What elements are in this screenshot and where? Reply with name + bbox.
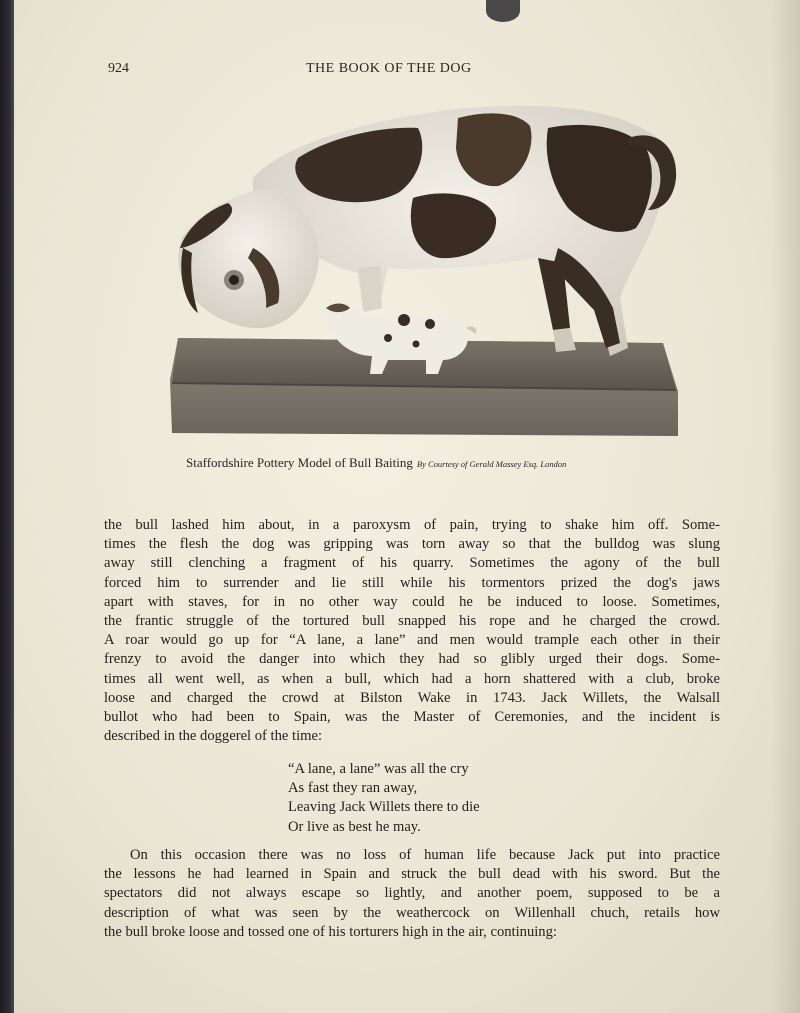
verse-line: Or live as best he may.: [288, 818, 421, 835]
text-line: the frantic struggle of the tortured bull snapped his rope and he charged the crowd.: [104, 613, 720, 630]
verse-line: Leaving Jack Willets there to die: [288, 799, 480, 816]
running-title: THE BOOK OF THE DOG: [306, 61, 472, 76]
verse-line: “A lane, a lane” was all the cry: [288, 761, 469, 777]
page-shadow: [770, 0, 800, 1013]
verse-line: As fast they ran away,: [288, 780, 418, 797]
page-number: 924: [108, 61, 129, 76]
figure-caption: [186, 455, 726, 471]
text-line: loose and charged the crowd at Bilston Wake in 1743. Jack Willets, the Walsall: [104, 689, 720, 706]
verse-block: [288, 760, 480, 837]
binding-hole: [486, 0, 520, 22]
caption-title: Staffordshire Pottery Model of Bull Baiting: [186, 455, 413, 470]
text-line: bullot who had been to Spain, was the Master of Ceremonies, and the incident is: [104, 709, 720, 726]
text-line: spectators did not always escape so lightly, and another poem, supposed to be a: [104, 885, 720, 902]
text-line: On this occasion there was no loss of human life because Jack put into practice: [130, 847, 720, 863]
text-line: the bull broke loose and tossed one of his torturers high in the air, continuing:: [104, 923, 557, 940]
text-line: the lessons he had learned in Spain and struck the bull dead with his sword. But the: [104, 866, 720, 883]
text-line: description of what was seen by the weathercock on Willenhall chuch, retails how: [104, 904, 720, 921]
paragraph-1: [104, 516, 720, 746]
text-line: times the flesh the dog was gripping was torn away so that the bulldog was slung: [104, 536, 720, 553]
paragraph-2: [104, 846, 720, 942]
text-line: forced him to surrender and lie still while his tormentors prized the dog's jaws: [104, 574, 720, 591]
text-line: A roar would go up for “A lane, a lane” and men would trample each other in their: [104, 632, 720, 649]
text-line: apart with staves, for in no other way could he be induced to loose. Sometimes,: [104, 593, 720, 610]
text-line: away still clenching a fragment of his quarry. Sometimes the agony of the bull: [104, 555, 720, 572]
text-line: times all went well, as when a bull, which had a horn shattered with a club, broke: [104, 670, 720, 687]
pottery-figure-illustration: [158, 98, 678, 443]
bull-baiting-figurine-image: [158, 98, 678, 443]
caption-credit: By Courtesy of Gerald Massey Esq. London: [416, 459, 567, 469]
text-line: the bull lashed him about, in a paroxysm of pain, trying to shake him off. Some-: [104, 517, 720, 533]
text-line: frenzy to avoid the danger into which they had so glibly urged their dogs. Some-: [104, 651, 720, 668]
text-line: described in the doggerel of the time:: [104, 728, 323, 745]
